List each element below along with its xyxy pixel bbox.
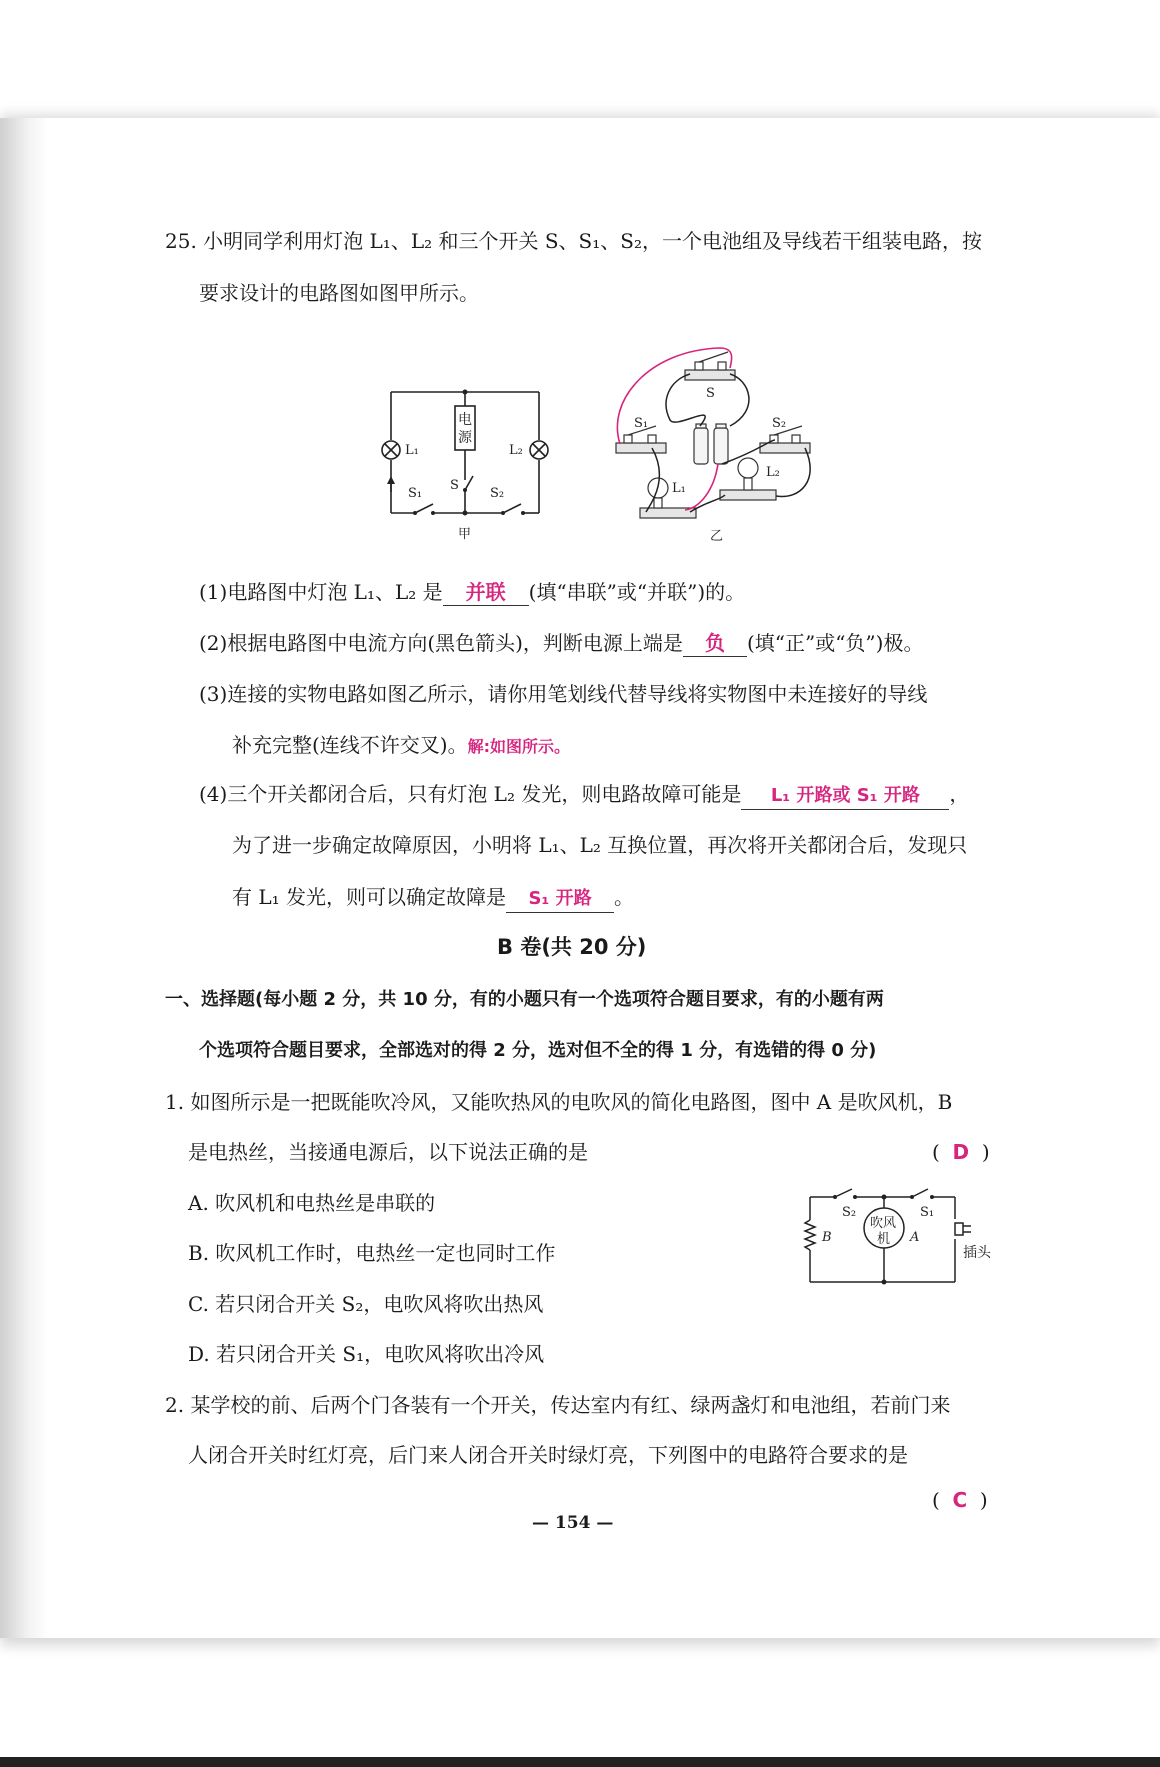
q1-answer-bracket: ( D ) [932,1140,990,1164]
circuit-diagram-jia [375,380,555,540]
power-label-2: 源 [458,430,472,446]
section-b-instructions-2: 个选项符合题目要求，全部选对的得 2 分，选对但不全的得 1 分，有选错的得 0 分) [199,1040,877,1061]
q25-answer-1: 并联 [443,579,529,606]
label-L2: L₂ [766,465,780,480]
q25-part-4-line-3: 有 L₁ 发光，则可以确定故障是 S₁ 开路 。 [232,884,634,913]
q1-option-a: A. 吹风机和电热丝是串联的 [188,1191,436,1215]
physical-circuit-yi [610,340,820,545]
label-S1: S₁ [634,416,649,431]
plug-label: 插头 [963,1245,991,1261]
hair-dryer-circuit [800,1185,1000,1285]
q25-part-4-line-1: (4)三个开关都闭合后，只有灯泡 L₂ 发光，则电路故障可能是 L₁ 开路或 S₁ 开路 ， [199,781,969,810]
label-S: S [450,478,459,493]
label-L1: L₁ [405,443,419,458]
q1-line-1: 1. 如图所示是一把既能吹冷风，又能吹热风的电吹风的简化电路图，图中 A 是吹风机，B [165,1090,953,1114]
q2-answer: C [952,1488,968,1512]
label-S2: S₂ [490,486,505,501]
q25-part-4-line-2: 为了进一步确定故障原因，小明将 L₁、L₂ 互换位置，再次将开关都闭合后，发现只 [232,833,968,857]
q1-line-2: 是电热丝，当接通电源后，以下说法正确的是 [188,1140,588,1164]
q1-answer: D [952,1140,970,1164]
label-L1: L₁ [672,481,686,496]
motor-label-1: 吹风 [870,1216,897,1231]
label-S2: S₂ [842,1205,857,1220]
motor-label-2: 机 [877,1232,891,1247]
q1-option-d: D. 若只闭合开关 S₁，电吹风将吹出冷风 [188,1342,545,1366]
section-b-title: B 卷(共 20 分) [497,935,647,959]
label-L2: L₂ [509,443,523,458]
bottom-bar [0,1757,1160,1767]
label-S: S [706,386,715,401]
q25-line-2: 要求设计的电路图如图甲所示。 [199,281,479,305]
q1-option-b: B. 吹风机工作时，电热丝一定也同时工作 [188,1241,556,1265]
q25-answer-4a: L₁ 开路或 S₁ 开路 [741,783,949,810]
label-S1: S₁ [408,486,423,501]
section-b-instructions-1: 一、选择题(每小题 2 分，共 10 分，有的小题只有一个选项符合题目要求，有的小题有两 [165,989,884,1010]
q1-option-c: C. 若只闭合开关 S₂，电吹风将吹出热风 [188,1292,544,1316]
q25-line-1: 25. 小明同学利用灯泡 L₁、L₂ 和三个开关 S、S₁、S₂，一个电池组及导线若干组装电路，按 [165,229,982,253]
q25-part-3-line-1: (3)连接的实物电路如图乙所示，请你用笔划线代替导线将实物图中未连接好的导线 [199,682,928,706]
caption-yi: 乙 [710,529,724,544]
q25-part-2: (2)根据电路图中电流方向(黑色箭头)，判断电源上端是 负 (填“正”或“负”)极。 [199,631,924,655]
label-B: B [822,1230,832,1245]
page-number: — 154 — [532,1513,614,1533]
q2-line-2: 人闭合开关时红灯亮，后门来人闭合开关时绿灯亮，下列图中的电路符合要求的是 [188,1443,908,1467]
q25-part-3-line-2: 补充完整(连线不许交叉)。解:如图所示。 [232,733,571,757]
q25-part-1: (1)电路图中灯泡 L₁、L₂ 是 并联 (填“串联”或“并联”)的。 [199,580,746,604]
power-label-1: 电 [458,412,472,428]
label-A: A [910,1230,920,1245]
label-S1: S₁ [920,1205,935,1220]
q2-answer-bracket: ( C ) [932,1488,988,1512]
caption-jia: 甲 [458,527,472,540]
q25-answer-4b: S₁ 开路 [506,886,614,913]
q25-answer-3: 解:如图所示。 [467,737,571,756]
q25-answer-2: 负 [683,630,747,657]
label-S2: S₂ [772,416,787,431]
q2-line-1: 2. 某学校的前、后两个门各装有一个开关，传达室内有红、绿两盏灯和电池组，若前门来 [165,1393,951,1417]
